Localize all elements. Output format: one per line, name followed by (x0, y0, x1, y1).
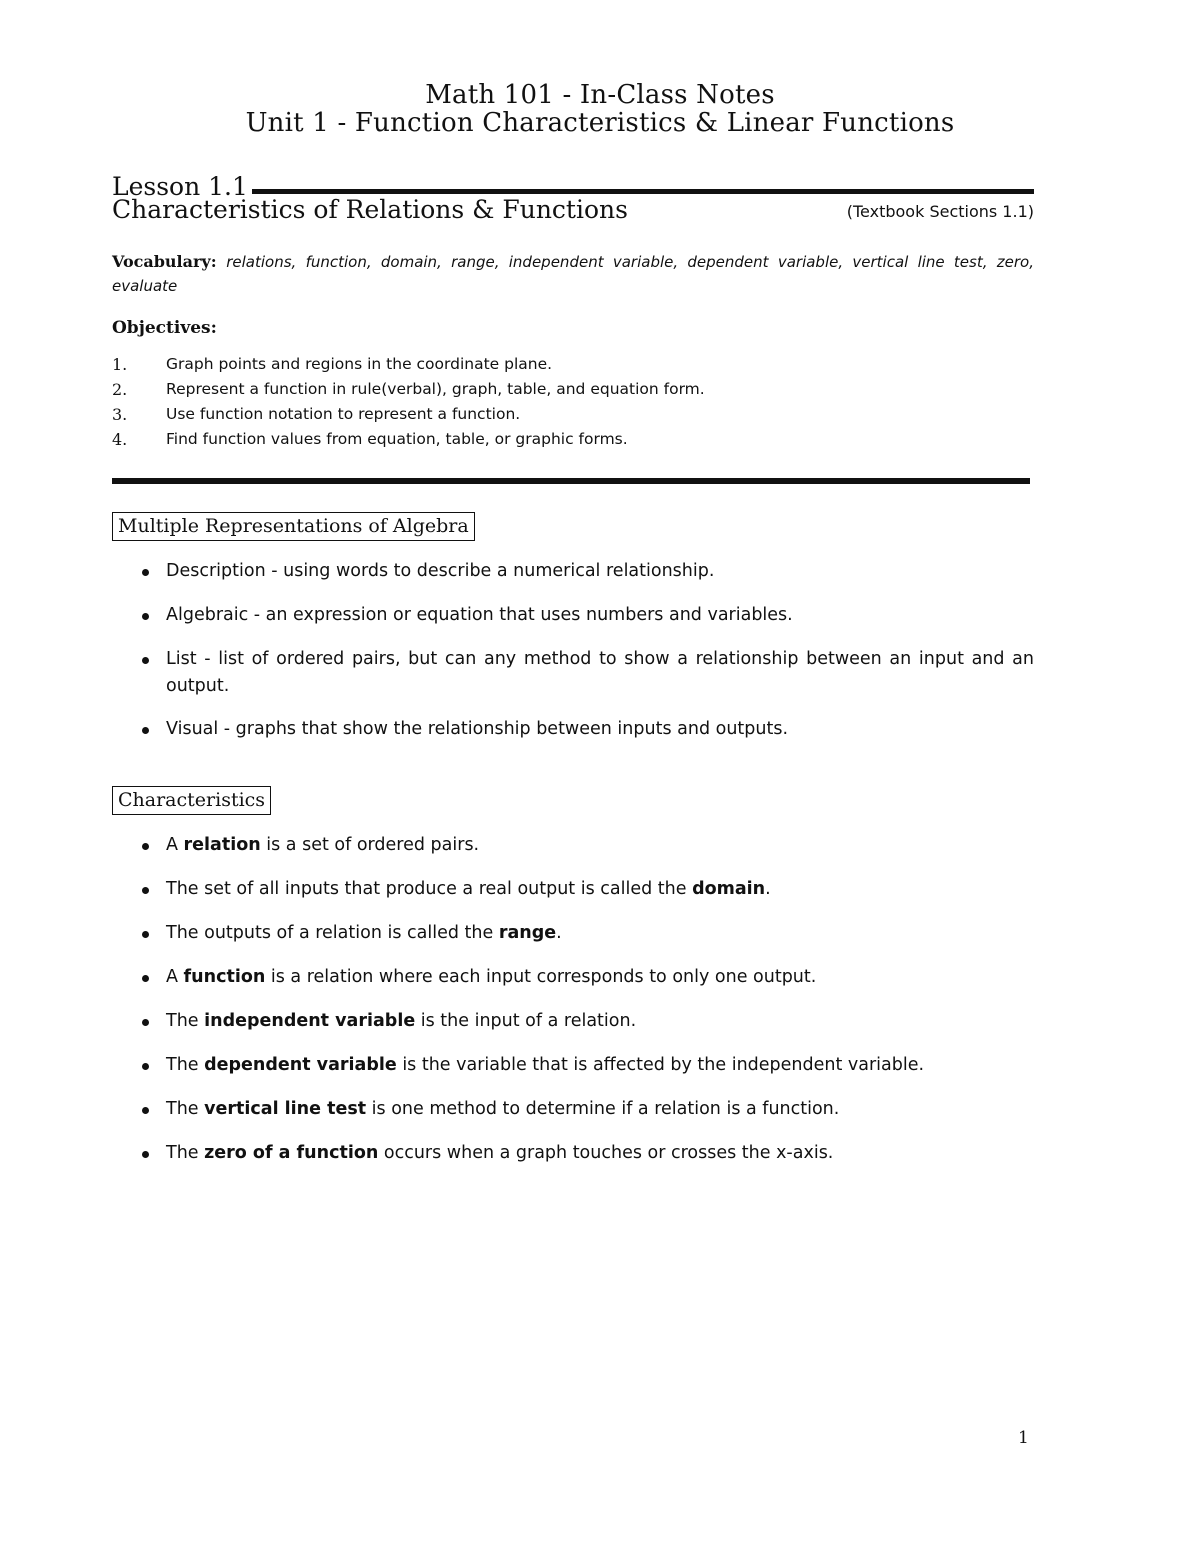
defined-term: domain (692, 879, 766, 899)
list-item (140, 1140, 1034, 1167)
objective-text: Graph points and regions in the coordinate plane. (166, 355, 553, 373)
lesson-label: Lesson 1.1 (112, 172, 248, 201)
list-item (140, 832, 1034, 859)
bullet-icon (142, 1107, 149, 1114)
bullet-icon (142, 613, 149, 620)
list-item (140, 964, 1034, 991)
objective-number: 3. (112, 405, 128, 424)
objective-item (112, 430, 1012, 455)
defined-term: relation (183, 835, 261, 855)
defined-term: vertical line test (204, 1099, 367, 1119)
unit-title: Unit 1 - Function Characteristics & Linear Functions (245, 108, 955, 138)
bullet-icon (142, 843, 149, 850)
list-item-text: The outputs of a relation is called the range. (166, 923, 562, 943)
objective-item (112, 380, 1012, 405)
bullet-icon (142, 887, 149, 894)
vocabulary-paragraph (112, 250, 1034, 298)
objective-number: 1. (112, 355, 128, 374)
objective-text: Find function values from equation, table, or graphic forms. (166, 430, 628, 448)
list-item-text: List - list of ordered pairs, but can any method to show a relationship between an input and an output. (166, 649, 1034, 696)
list-item-text: A function is a relation where each input corresponds to only one output. (166, 967, 817, 987)
objective-text: Use function notation to represent a function. (166, 405, 521, 423)
section-heading-multiple-representations: Multiple Representations of Algebra (112, 512, 475, 541)
defined-term: function (183, 967, 266, 987)
bullet-icon (142, 657, 149, 664)
objectives-heading: Objectives: (112, 318, 217, 338)
document-title: Math 101 - In-Class Notes (425, 80, 775, 110)
bullet-icon (142, 975, 149, 982)
list-item (140, 716, 1034, 743)
list-item-text: The zero of a function occurs when a graph touches or crosses the x-axis. (166, 1143, 834, 1163)
section-divider (112, 478, 1030, 484)
defined-term: range (498, 923, 557, 943)
objective-number: 2. (112, 380, 128, 399)
defined-term: zero of a function (204, 1143, 379, 1163)
objective-item (112, 405, 1012, 430)
vocabulary-label: Vocabulary: (112, 252, 217, 271)
defined-term: independent variable (204, 1011, 416, 1031)
bullet-icon (142, 1019, 149, 1026)
defined-term: dependent variable (204, 1055, 397, 1075)
list-item-text: Visual - graphs that show the relationship between inputs and outputs. (166, 719, 789, 739)
list-item (140, 558, 1034, 585)
list-item (140, 1052, 1034, 1079)
section-heading-characteristics: Characteristics (112, 786, 271, 815)
bullet-icon (142, 1063, 149, 1070)
objective-number: 4. (112, 430, 128, 449)
bullet-icon (142, 931, 149, 938)
list-item-text: A relation is a set of ordered pairs. (166, 835, 480, 855)
textbook-reference: (Textbook Sections 1.1) (846, 202, 1034, 221)
list-item-text: The dependent variable is the variable that is affected by the independent variable. (166, 1055, 925, 1075)
list-item (140, 602, 1034, 629)
vocabulary-terms: relations, function, domain, range, independent variable, dependent variable, vertical line test, zero, evaluate (112, 253, 1034, 295)
list-item-text: Description - using words to describe a numerical relationship. (166, 561, 715, 581)
objective-item (112, 355, 1012, 380)
list-item (140, 1008, 1034, 1035)
list-item-text: The set of all inputs that produce a real output is called the domain. (166, 879, 771, 899)
list-item (140, 876, 1034, 903)
bullet-icon (142, 569, 149, 576)
bullet-icon (142, 727, 149, 734)
list-item-text: The vertical line test is one method to determine if a relation is a function. (166, 1099, 840, 1119)
bullet-icon (142, 1151, 149, 1158)
objectives-list (112, 355, 1012, 455)
lesson-rule (252, 189, 1034, 194)
list-item (140, 920, 1034, 947)
objective-text: Represent a function in rule(verbal), graph, table, and equation form. (166, 380, 705, 398)
list-item (140, 1096, 1034, 1123)
lesson-title: Characteristics of Relations & Functions (112, 195, 628, 224)
list-item-text: The independent variable is the input of a relation. (166, 1011, 637, 1031)
list-item-text: Algebraic - an expression or equation that uses numbers and variables. (166, 605, 793, 625)
page-number: 1 (1018, 1428, 1029, 1448)
list-item (140, 646, 1034, 700)
